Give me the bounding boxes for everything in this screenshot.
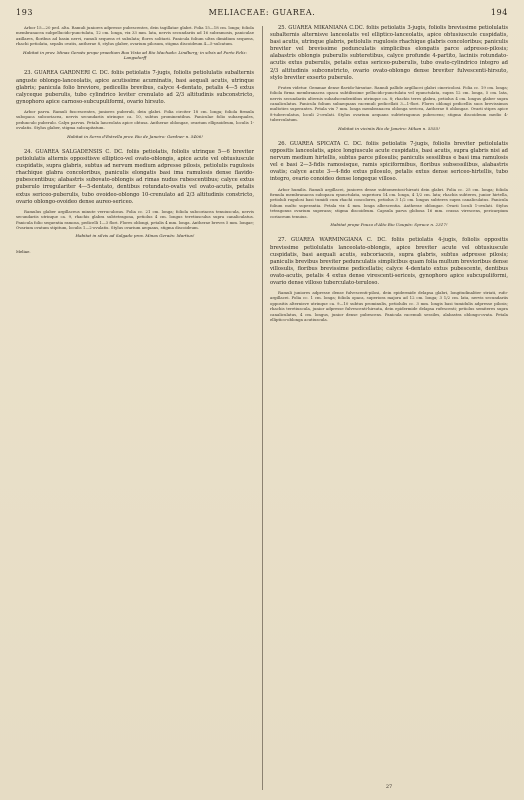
running-title: MELIACEAE: GUAREA. [208,8,316,17]
species-25-diagnosis: 25. GUAREA MIKANIANA C.DC. foliis petiolatis 3-jugis, foliolis brevissime petiolulatis subalternis alternisve lanceolatis vel elliptico-lanceolatis, apice obtusiuscule cuspidatis, basi acutis, utrinque glabris, petiolulis rugulosis rhachique glabris concoloribus; paniculis breviter vel brevissime pedunculatis simplicibus elongatis parce adpresso-pilosis; alabastris oblongis puberulis subteretibus, calyce profunde 4-partito, laciniis rotundato-acutis extus puberulis, petalis extus sericeo-puberulis, tubo ovato-cylindrico integro ad 2/3 altitudinis subconstricto, ovario ovato-oblongo dense breviter fulvescenti-hirsuto, stylo breviter exserto puberulo. [270,25,508,81]
species-24-habitat: Habitat in silvis ad Salgado prov. Minas Geraës: Martius! [75,233,195,239]
running-header [16,8,508,22]
species-24-diagnosis: 24. GUAREA SALGADENSIS C. DC. foliis petiolatis, foliolis utrinque 5—6 breviter petiolulatis alternis oppositisve elliptico-vel ovato-oblongis, apice acute vel obtusiuscule cuspidatis, supra glabris, subtus ad nervum medium adpresse pilosis, petiolulis rugulosis rhachique glabra concoloribus, paniculis elongatis basi ima ramulosis dense flavido-pubescentibus; alabastris subovato-oblongis ad rimas nudus rubescentibus; calyce extus puberulo irregulariter 4—5-dentato, dentibus rotundato-ovatis vel ovato-acutis, petalis extus sericeo-puberulis, tubo ovoideo-oblongo 10-crenulato ad 2/3 altitudinis constricto, ovario oblongo-ovoideo dense aureo-sericeo. [16,148,254,205]
right-column [270,25,508,793]
page-number-left: 193 [16,8,34,17]
column-divider [262,26,263,790]
signature-mark: 27 [385,784,393,791]
species-27-description: Ramuli juniores adpresse dense fulvescenti-pilosi, dein epidermide delapsa glabri, longitudinaliter striati, rufo-argillacei. Folia cc. 1 cm. longa; foliola opaca, superiora majora ad 12 cm. longa; 3 1/2 cm. lata, nervis secundariis oppositis alternisve utrinque ca. 9—10 subtus prominulis, petiolulis cc. 3 mm. longis basi tumidulis adpresse pilosis; rhachis teretiuscula, junior adpresse fulvescenti-hirsuta, dein epidermide delapsa rufescenti; petiolus semiteres supra canaliculatus, 4 cm. longus, junior dense pubescens. Panicula racemuli sessiles, alabastra oblongo-ovata. Petala elliptico-oblonga acutiuscula. [270,290,508,323]
species-24-description: Ramulus glaber argillaceus minute verruculosus. Folia cc. 21 cm. longa; foliola subcoriacea tenuiuscula, nervis secundariis utrinque ca. 9, rhachis glabra subtetragona, petiolus 4 cm. longus teretiusculus supra canaliculatus. Panicula folio sequentia ramosa, pedicelli 1—3 flori. Flores oblongi, petalis 4 mm. longa. Antherae breves 5 mm. longae; Ovarium ovatum stipitum, loculis 1—2-ovulatis. Stylus ovarium aequans, stigma discoideum. [16,208,254,230]
species-26-diagnosis: 26. GUAREA SPICATA C. DC. foliis petiolatis 7-jugis, foliolis breviter petiolulatis oppositis lanceolatis, apice longiuscule acute cuspidatis, basi acutis, supra glabris nisi ad nervum medium hirtellis, subtus parce pilosulis; paniculis sessilibus e basi ima ramulosis vel e basi 2—3-fidis ramosisque, ramis spiciformibus, floribus subsessilibus, alabastris ovatis; calyce acute 3—4-fido extus pilosulo, petalis extus dense sericeo-hirtellis, tubo integro, ovario conoideo dense longeque villoso. [270,141,508,183]
species-24-end-note: Meliae. [16,248,31,254]
page-number-right: 194 [490,8,508,17]
species-23-habitat: Habitat in Serra d'Estrella prov. Rio de Janeiro: Gardner n. 5406! [67,133,203,139]
species-26-description: Arbor humilis. Ramuli argillacei, juniores dense subtomentosi-hirsuti dein glabri. Folia cc. 25 cm. longa; foliola firmula membranacea subopaca epunctulata, superiora 14 cm. longa, 4 1/2 cm. lata; rhachis subteres, junior hirtella, petioluli rugulosi basi tumidi cum rhachi concolores, petiolus 3 1/2 cm. longus subteres supra canaliculatus. Panicula folium multo superantia. Petala vix 4 mm. longa albescentia. Antherae oblongae. Ovarii loculi 1-ovulati. Stylus tetragonus ovarium superans; stigma discoideum. Capsula parva globosa 16 mm. crassa virescens, pericarpium coriaceum tenuius. [270,186,508,219]
species-25-habitat: Habitat in viciniis Rio de Janeiro: Mikan n. 5555! [338,125,440,131]
species-25-description: Frutex videtur. Gemmae dense flavido-hirsutae. Ramuli pallide argillacei glabri cinericolosi. Folia cc. 19 cm. longa; foliola firma membranacea opaca subtilissime pellucido-punctulata vel epunctulata, supra 12 cm. longa, 5 cm. lata, nervis secundariis alternis subadscendentibus utrinque ca. 8; rhachis teres glabra, petiolus 4 cm. longus glaber supra canaliculatus. Panicula folium subaequans racemuli pedicellati 3—1-flori. Flores oblongi pedicellis suos brevissimos multoties superantes. Petala vix 7 mm. longa membranacea oblonga sericea, Antherae 8 oblongae. Ovarii stipes apice 8-tuberculatus, loculi 2-ovulati. Stylus ovarium aequans subtetragonus pubescens; stigma discoideum medio 4-tuberculatum. [270,84,508,123]
left-column [16,25,254,793]
species-26-habitat: Habitat prope Pouzo d'Alto Rio Uaupés: Spruce n. 2317! [330,222,448,227]
intro-description: Arbor 15—20 ped. alta. Ramuli juniores adpresse pubescentes, dein tagillatae glabri. Folia 15—18 cm. longa; foliola membranacea subpellucido-punctulata, 12 cm. longa, vix 33 mm. lata, nervis secundariis ad 16 subramosis, paniculae axillares, floribus ad basin nervi, ramuli sequens et subulata; flores solitarii. Panicula folium ultra dimidium sequens, rhachi petiolata, sepalis ovatis, antherae 8, stylus glaber, ovarium pilosum, stigma discoideum 4—5-sulcatum. [16,25,254,47]
species-23-diagnosis: 23. GUAREA GARDNERI C. DC. foliis petiolatis 7-jugis, foliolis petiolulatis subalternis anguste oblongo-lanceolatis, apice acutissime acuminatis, basi aequali acutis, utrinque glabris; panicula folio breviore, pedicellis brevibus, calyce 4-dentato, petalis 4—5 extus calyceque puberulis, tubo cylindrico leviter crenulato ad 2/3 altitudinis subconstricto, gynophoro apice carnoso-subcupuliformi, ovario hirsuto. [16,70,254,105]
species-23-description: Arbor parva. Ramuli fuscescentes, juniores puberuli, dein glabri. Folia circiter 18 cm. longa; foliola firmula subopaca subcoriacea, nervis secundariis utrinque ca. 10, subtus prominentibus. Paniculae folio subaequales, pedunculo puberulo. Calyx parvus. Petala lanceolata apice obtusa. Antherae oblongae, ovarium ellipsoideum, loculis 1-ovulatis. Stylus glaber, stigma subcapitatum. [16,108,254,131]
intro-habitat: Habitat in prov. Minas Geraës prope praedium Boa Vista ad Rio Machado: Lindberg; in silvis ad Porto Feliz: Langsdorff [23,49,247,61]
species-27-diagnosis: 27. GUAREA WARMINGIANA C. DC. foliis petiolatis 4-jugis, foliolis oppositis brevissime petiolulatis lanceolato-oblongis, apice breviter acute vel obtusiuscule cuspidatis, basi aequali acutis, subcoriaceis, supra glabris, subtus adpresse pilosis; paniculis brevibus breviter pedunculatis simplicibus quam folia multum brevioribus dense villosulis, floribus brevissime pedicellatis; calyce 4-dentato extus pubescente, dentibus ovato-acutis, petalis 4 extus dense virescenti-sericeis, gynophoro apice subcupuliformi, ovario dense villoso tuberculato-teruloso. [270,237,508,286]
